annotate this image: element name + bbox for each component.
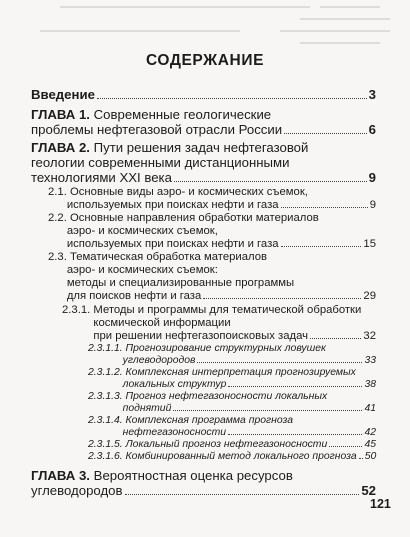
toc-line xyxy=(48,186,376,199)
toc-entry-text: поднятий xyxy=(88,403,172,414)
toc-page-number: 33 xyxy=(364,355,376,366)
toc-line xyxy=(31,107,376,122)
toc-entry-text: космической информации xyxy=(62,317,231,329)
toc-entry-text: углеводородов xyxy=(88,355,196,366)
toc-line xyxy=(88,427,376,439)
dot-leader xyxy=(173,410,362,411)
toc-line xyxy=(48,277,376,290)
dot-leader xyxy=(310,338,361,339)
toc-line xyxy=(48,199,376,212)
toc-line xyxy=(48,264,376,277)
toc-page-number: 38 xyxy=(364,379,376,390)
toc-chapter-label: Введение xyxy=(31,87,95,102)
toc-line xyxy=(48,238,376,251)
toc-page-number: 3 xyxy=(368,87,376,102)
toc-line xyxy=(88,379,376,391)
toc-entry-text: локальных структур xyxy=(88,379,227,390)
toc-page-number: 9 xyxy=(369,199,376,211)
toc-line xyxy=(62,317,376,330)
toc-line xyxy=(62,330,376,343)
toc-chapter-label: ГЛАВА 1. xyxy=(31,107,90,122)
toc-line xyxy=(48,212,376,225)
toc-line xyxy=(62,304,376,317)
toc-page-number: 50 xyxy=(364,451,377,462)
toc-line xyxy=(31,483,376,498)
dot-leader xyxy=(174,181,367,182)
toc-entry-text: 2.3.1.5. Локальный прогноз нефтегазоносности xyxy=(88,439,328,450)
toc-entry-text: нефтегазоносности xyxy=(88,427,227,438)
toc-entry-text: 2.3.1.2. Комплексная интерпретация прогнозируемых xyxy=(88,367,356,378)
toc-entry-text: Современные геологические xyxy=(89,107,272,122)
toc-entry-text: углеводородов xyxy=(31,483,123,498)
toc-entry-text: методы и специализированные программы xyxy=(48,277,295,289)
toc-entry-text: геологии современными дистанционными xyxy=(31,155,290,170)
dot-leader xyxy=(197,362,362,363)
toc-line xyxy=(31,468,376,483)
toc-entry-text: 2.3.1.3. Прогноз нефтегазоносности локальных xyxy=(88,391,328,402)
toc-entry-text: для поисков нефти и газа xyxy=(48,290,202,302)
toc-entry-text: Пути решения задач нефтегазовой xyxy=(89,140,309,155)
toc-line xyxy=(88,355,376,367)
toc-page-number: 9 xyxy=(368,170,376,185)
dot-leader xyxy=(228,386,362,387)
toc-line xyxy=(88,403,376,415)
toc-entry-text: технологиями XXI века xyxy=(31,170,172,185)
toc-line xyxy=(88,415,376,427)
toc-entry-text: 2.3. Тематическая обработка материалов xyxy=(48,251,267,263)
toc-line xyxy=(88,343,376,355)
bleed-through-text xyxy=(0,0,410,52)
toc-page-number: 32 xyxy=(363,330,376,342)
toc-entry-text: при решении нефтегазопоисковых задач xyxy=(62,330,308,342)
toc-entry-text: 2.3.1.6. Комбинированный метод локального прогноза xyxy=(88,451,357,462)
toc-line xyxy=(88,451,376,463)
toc-page-number: 15 xyxy=(363,238,376,250)
toc-entry-text: используемых при поисках нефти и газа xyxy=(48,199,279,211)
toc-entry-text: проблемы нефтегазовой отрасли России xyxy=(31,122,283,137)
toc-entry-text: используемых при поисках нефти и газа xyxy=(48,238,279,250)
dot-leader xyxy=(97,98,367,99)
toc-line xyxy=(88,439,376,451)
dot-leader xyxy=(125,494,360,495)
toc-entry-text: аэро- и космических съемок: xyxy=(48,264,218,276)
page-number: 121 xyxy=(370,497,391,511)
toc-entry-text: аэро- и космических съемок, xyxy=(48,225,218,237)
toc-entry-text: 2.3.1.1. Прогнозирование структурных ловушек xyxy=(88,343,326,354)
page-title: СОДЕРЖАНИЕ xyxy=(145,52,265,69)
toc-entry-text: 2.1. Основные виды аэро- и космических съемок, xyxy=(48,186,308,198)
toc-line xyxy=(88,367,376,379)
toc-entry-text: 2.3.1. Методы и программы для тематической обработки xyxy=(62,304,362,316)
toc-line xyxy=(88,391,376,403)
toc-page-number: 6 xyxy=(368,122,376,137)
toc-line xyxy=(48,251,376,264)
dot-leader xyxy=(228,434,362,435)
toc-page-number: 41 xyxy=(364,403,376,414)
toc-line xyxy=(31,122,376,137)
toc-line xyxy=(31,155,376,170)
toc-page-number: 29 xyxy=(363,290,376,302)
toc-line xyxy=(31,87,376,102)
dot-leader xyxy=(329,446,362,447)
toc-line xyxy=(31,140,376,155)
toc-chapter-label: ГЛАВА 3. xyxy=(31,468,90,483)
toc-chapter-label: ГЛАВА 2. xyxy=(31,140,90,155)
toc-line xyxy=(48,290,376,303)
toc-entry-text: Вероятностная оценка ресурсов xyxy=(89,468,293,483)
toc-page-number: 42 xyxy=(364,427,376,438)
dot-leader xyxy=(284,133,367,134)
dot-leader xyxy=(281,207,368,208)
toc-page-number: 45 xyxy=(364,439,376,450)
dot-leader xyxy=(203,298,361,299)
toc-entry-text: 2.3.1.4. Комплексная программа прогноза xyxy=(88,415,293,426)
toc-page-number: 52 xyxy=(361,483,376,498)
toc-entry-text: 2.2. Основные направления обработки материалов xyxy=(48,212,319,224)
dot-leader xyxy=(359,458,363,459)
toc-line xyxy=(31,170,376,185)
toc-line xyxy=(48,225,376,238)
dot-leader xyxy=(281,246,362,247)
